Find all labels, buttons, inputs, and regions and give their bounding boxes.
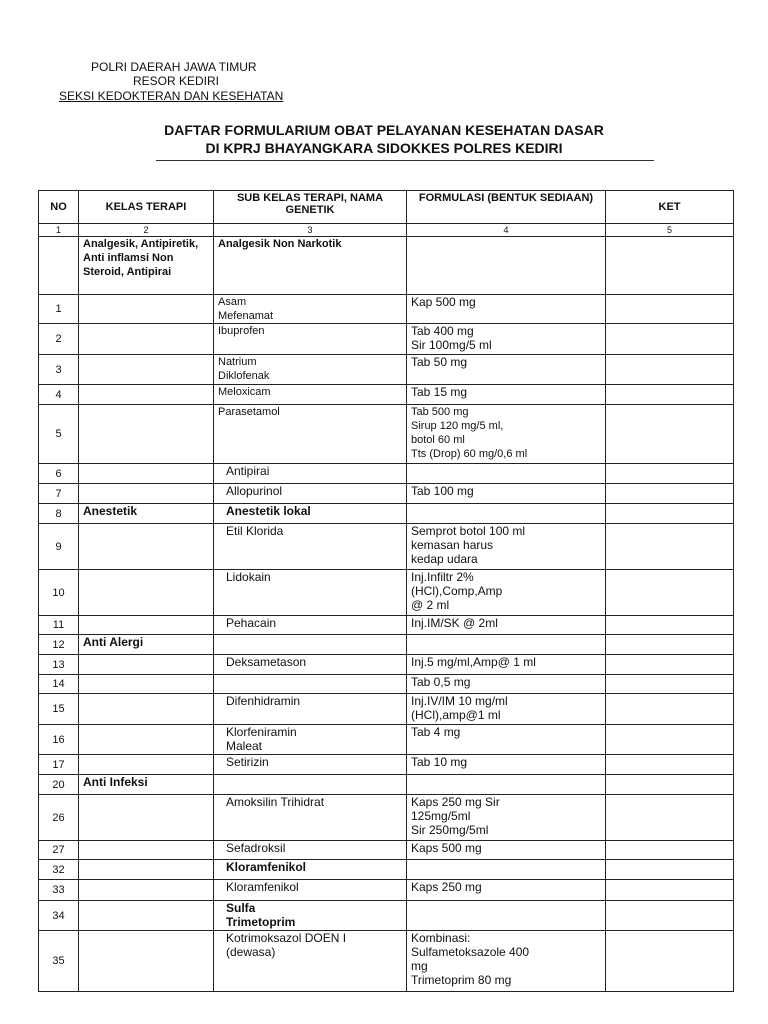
table-row (39, 755, 734, 775)
row-sub: Allopurinol (214, 484, 407, 504)
table-row (39, 524, 734, 570)
row-sub (214, 775, 407, 795)
row-sub: Difenhidramin (214, 694, 407, 725)
row-sub: Parasetamol (214, 405, 407, 464)
row-no: 35 (39, 931, 79, 992)
row-sub: Sefadroksil (214, 841, 407, 860)
row-form: Tab 400 mg Sir 100mg/5 ml (407, 324, 606, 355)
table-row (39, 616, 734, 635)
row-sub: Asam Mefenamat (214, 295, 407, 324)
row-no: 32 (39, 860, 79, 880)
row-form: Tab 0,5 mg (407, 675, 606, 694)
row-no: 6 (39, 464, 79, 484)
title-underline (156, 160, 654, 161)
row-kelas (79, 616, 214, 635)
row-no: 2 (39, 324, 79, 355)
row-form: Tab 500 mg Sirup 120 mg/5 ml, botol 60 ml Tts (Drop) 60 mg/0,6 ml (407, 405, 606, 464)
row-no: 10 (39, 570, 79, 616)
row-no: 13 (39, 655, 79, 675)
row-no: 12 (39, 635, 79, 655)
row-ket (606, 484, 734, 504)
row-kelas (79, 484, 214, 504)
row-ket (606, 635, 734, 655)
row-ket (606, 694, 734, 725)
header-line-1: POLRI DAERAH JAWA TIMUR (91, 60, 257, 74)
row-form: Inj.IM/SK @ 2ml (407, 616, 606, 635)
row-sub: Ibuprofen (214, 324, 407, 355)
row-form (407, 237, 606, 295)
row-no: 14 (39, 675, 79, 694)
row-kelas: Anti Alergi (79, 635, 214, 655)
row-ket (606, 570, 734, 616)
row-ket (606, 237, 734, 295)
header-sub-kelas: SUB KELAS TERAPI, NAMA GENETIK (214, 191, 407, 224)
row-ket (606, 324, 734, 355)
row-form: Tab 100 mg (407, 484, 606, 504)
table-row (39, 324, 734, 355)
row-kelas (79, 524, 214, 570)
row-no: 33 (39, 880, 79, 901)
row-ket (606, 405, 734, 464)
row-no: 27 (39, 841, 79, 860)
table-row (39, 405, 734, 464)
row-sub: Kloramfenikol (214, 860, 407, 880)
row-kelas (79, 295, 214, 324)
row-no: 3 (39, 355, 79, 385)
row-kelas (79, 694, 214, 725)
doc-title-line-1: DAFTAR FORMULARIUM OBAT PELAYANAN KESEHATAN DASAR (164, 122, 604, 138)
row-no: 34 (39, 901, 79, 931)
row-form: Inj.Infiltr 2% (HCl),Comp,Amp @ 2 ml (407, 570, 606, 616)
index-cell: 5 (606, 224, 734, 237)
row-form: Kombinasi: Sulfametoksazole 400 mg Trimetoprim 80 mg (407, 931, 606, 992)
row-ket (606, 880, 734, 901)
row-sub (214, 675, 407, 694)
header-no: NO (39, 191, 79, 224)
row-kelas: Anti Infeksi (79, 775, 214, 795)
row-no: 16 (39, 725, 79, 755)
table-row (39, 675, 734, 694)
table-row (39, 841, 734, 860)
table-row (39, 570, 734, 616)
row-sub: Amoksilin Trihidrat (214, 795, 407, 841)
table-row (39, 694, 734, 725)
row-kelas (79, 464, 214, 484)
row-no: 4 (39, 385, 79, 405)
table-row (39, 635, 734, 655)
index-cell: 4 (407, 224, 606, 237)
row-form: Kap 500 mg (407, 295, 606, 324)
row-form: Tab 10 mg (407, 755, 606, 775)
row-form (407, 635, 606, 655)
row-form (407, 901, 606, 931)
row-ket (606, 860, 734, 880)
row-form (407, 860, 606, 880)
row-form: Kaps 250 mg Sir 125mg/5ml Sir 250mg/5ml (407, 795, 606, 841)
table-row (39, 931, 734, 992)
row-no: 17 (39, 755, 79, 775)
row-sub: Meloxicam (214, 385, 407, 405)
row-sub: Antipirai (214, 464, 407, 484)
row-kelas (79, 355, 214, 385)
row-form: Tab 4 mg (407, 725, 606, 755)
row-kelas: Analgesik, Antipiretik, Anti inflamsi Non Steroid, Antipirai (79, 237, 214, 295)
row-sub: Pehacain (214, 616, 407, 635)
row-no: 15 (39, 694, 79, 725)
row-kelas (79, 324, 214, 355)
row-kelas (79, 901, 214, 931)
row-ket (606, 795, 734, 841)
row-sub: Anestetik lokal (214, 504, 407, 524)
index-cell: 3 (214, 224, 407, 237)
formularium-table (38, 190, 734, 992)
row-form (407, 464, 606, 484)
row-ket (606, 755, 734, 775)
row-kelas (79, 755, 214, 775)
row-sub: Sulfa Trimetoprim (214, 901, 407, 931)
row-kelas (79, 655, 214, 675)
table-header-row (39, 191, 734, 224)
row-ket (606, 524, 734, 570)
row-kelas (79, 385, 214, 405)
row-kelas (79, 841, 214, 860)
table-index-row (39, 224, 734, 237)
table-row (39, 237, 734, 295)
row-kelas (79, 880, 214, 901)
row-ket (606, 355, 734, 385)
header-ket: KET (606, 191, 734, 224)
row-no: 26 (39, 795, 79, 841)
row-sub: Deksametason (214, 655, 407, 675)
header-formulasi: FORMULASI (BENTUK SEDIAAN) (407, 191, 606, 224)
index-cell: 2 (79, 224, 214, 237)
row-sub: Setirizin (214, 755, 407, 775)
row-kelas (79, 405, 214, 464)
row-form (407, 504, 606, 524)
row-ket (606, 901, 734, 931)
row-form: Semprot botol 100 ml kemasan harus kedap udara (407, 524, 606, 570)
table-row (39, 901, 734, 931)
row-ket (606, 385, 734, 405)
row-ket (606, 655, 734, 675)
table-row (39, 464, 734, 484)
row-sub: Klorfeniramin Maleat (214, 725, 407, 755)
table-row (39, 860, 734, 880)
row-sub: Kloramfenikol (214, 880, 407, 901)
row-ket (606, 675, 734, 694)
row-ket (606, 841, 734, 860)
row-form: Kaps 500 mg (407, 841, 606, 860)
row-kelas (79, 931, 214, 992)
row-kelas (79, 570, 214, 616)
table-row (39, 655, 734, 675)
table-row (39, 775, 734, 795)
row-no: 8 (39, 504, 79, 524)
row-form: Inj.IV/IM 10 mg/ml (HCl),amp@1 ml (407, 694, 606, 725)
row-sub: Etil Klorida (214, 524, 407, 570)
row-no: 11 (39, 616, 79, 635)
row-no: 1 (39, 295, 79, 324)
header-line-3: SEKSI KEDOKTERAN DAN KESEHATAN (59, 89, 284, 103)
row-kelas (79, 795, 214, 841)
row-ket (606, 931, 734, 992)
row-kelas (79, 675, 214, 694)
row-no: 9 (39, 524, 79, 570)
table-row (39, 504, 734, 524)
row-sub: Analgesik Non Narkotik (214, 237, 407, 295)
row-kelas (79, 725, 214, 755)
row-form: Tab 50 mg (407, 355, 606, 385)
index-cell: 1 (39, 224, 79, 237)
row-no (39, 237, 79, 295)
table-row (39, 795, 734, 841)
row-kelas (79, 860, 214, 880)
row-form: Kaps 250 mg (407, 880, 606, 901)
row-ket (606, 616, 734, 635)
table-row (39, 484, 734, 504)
row-ket (606, 775, 734, 795)
row-form: Inj.5 mg/ml,Amp@ 1 ml (407, 655, 606, 675)
row-no: 7 (39, 484, 79, 504)
row-form: Tab 15 mg (407, 385, 606, 405)
row-sub: Kotrimoksazol DOEN I (dewasa) (214, 931, 407, 992)
doc-title-line-2: DI KPRJ BHAYANGKARA SIDOKKES POLRES KEDIRI (205, 140, 563, 156)
row-ket (606, 295, 734, 324)
table-row (39, 355, 734, 385)
row-sub: Natrium Diklofenak (214, 355, 407, 385)
row-ket (606, 504, 734, 524)
row-sub (214, 635, 407, 655)
table-row (39, 880, 734, 901)
header-line-2: RESOR KEDIRI (133, 74, 220, 88)
table-row (39, 295, 734, 324)
row-sub: Lidokain (214, 570, 407, 616)
row-no: 20 (39, 775, 79, 795)
table-row (39, 385, 734, 405)
row-kelas: Anestetik (79, 504, 214, 524)
row-ket (606, 725, 734, 755)
row-form (407, 775, 606, 795)
row-no: 5 (39, 405, 79, 464)
header-kelas-terapi: KELAS TERAPI (79, 191, 214, 224)
row-ket (606, 464, 734, 484)
table-row (39, 725, 734, 755)
